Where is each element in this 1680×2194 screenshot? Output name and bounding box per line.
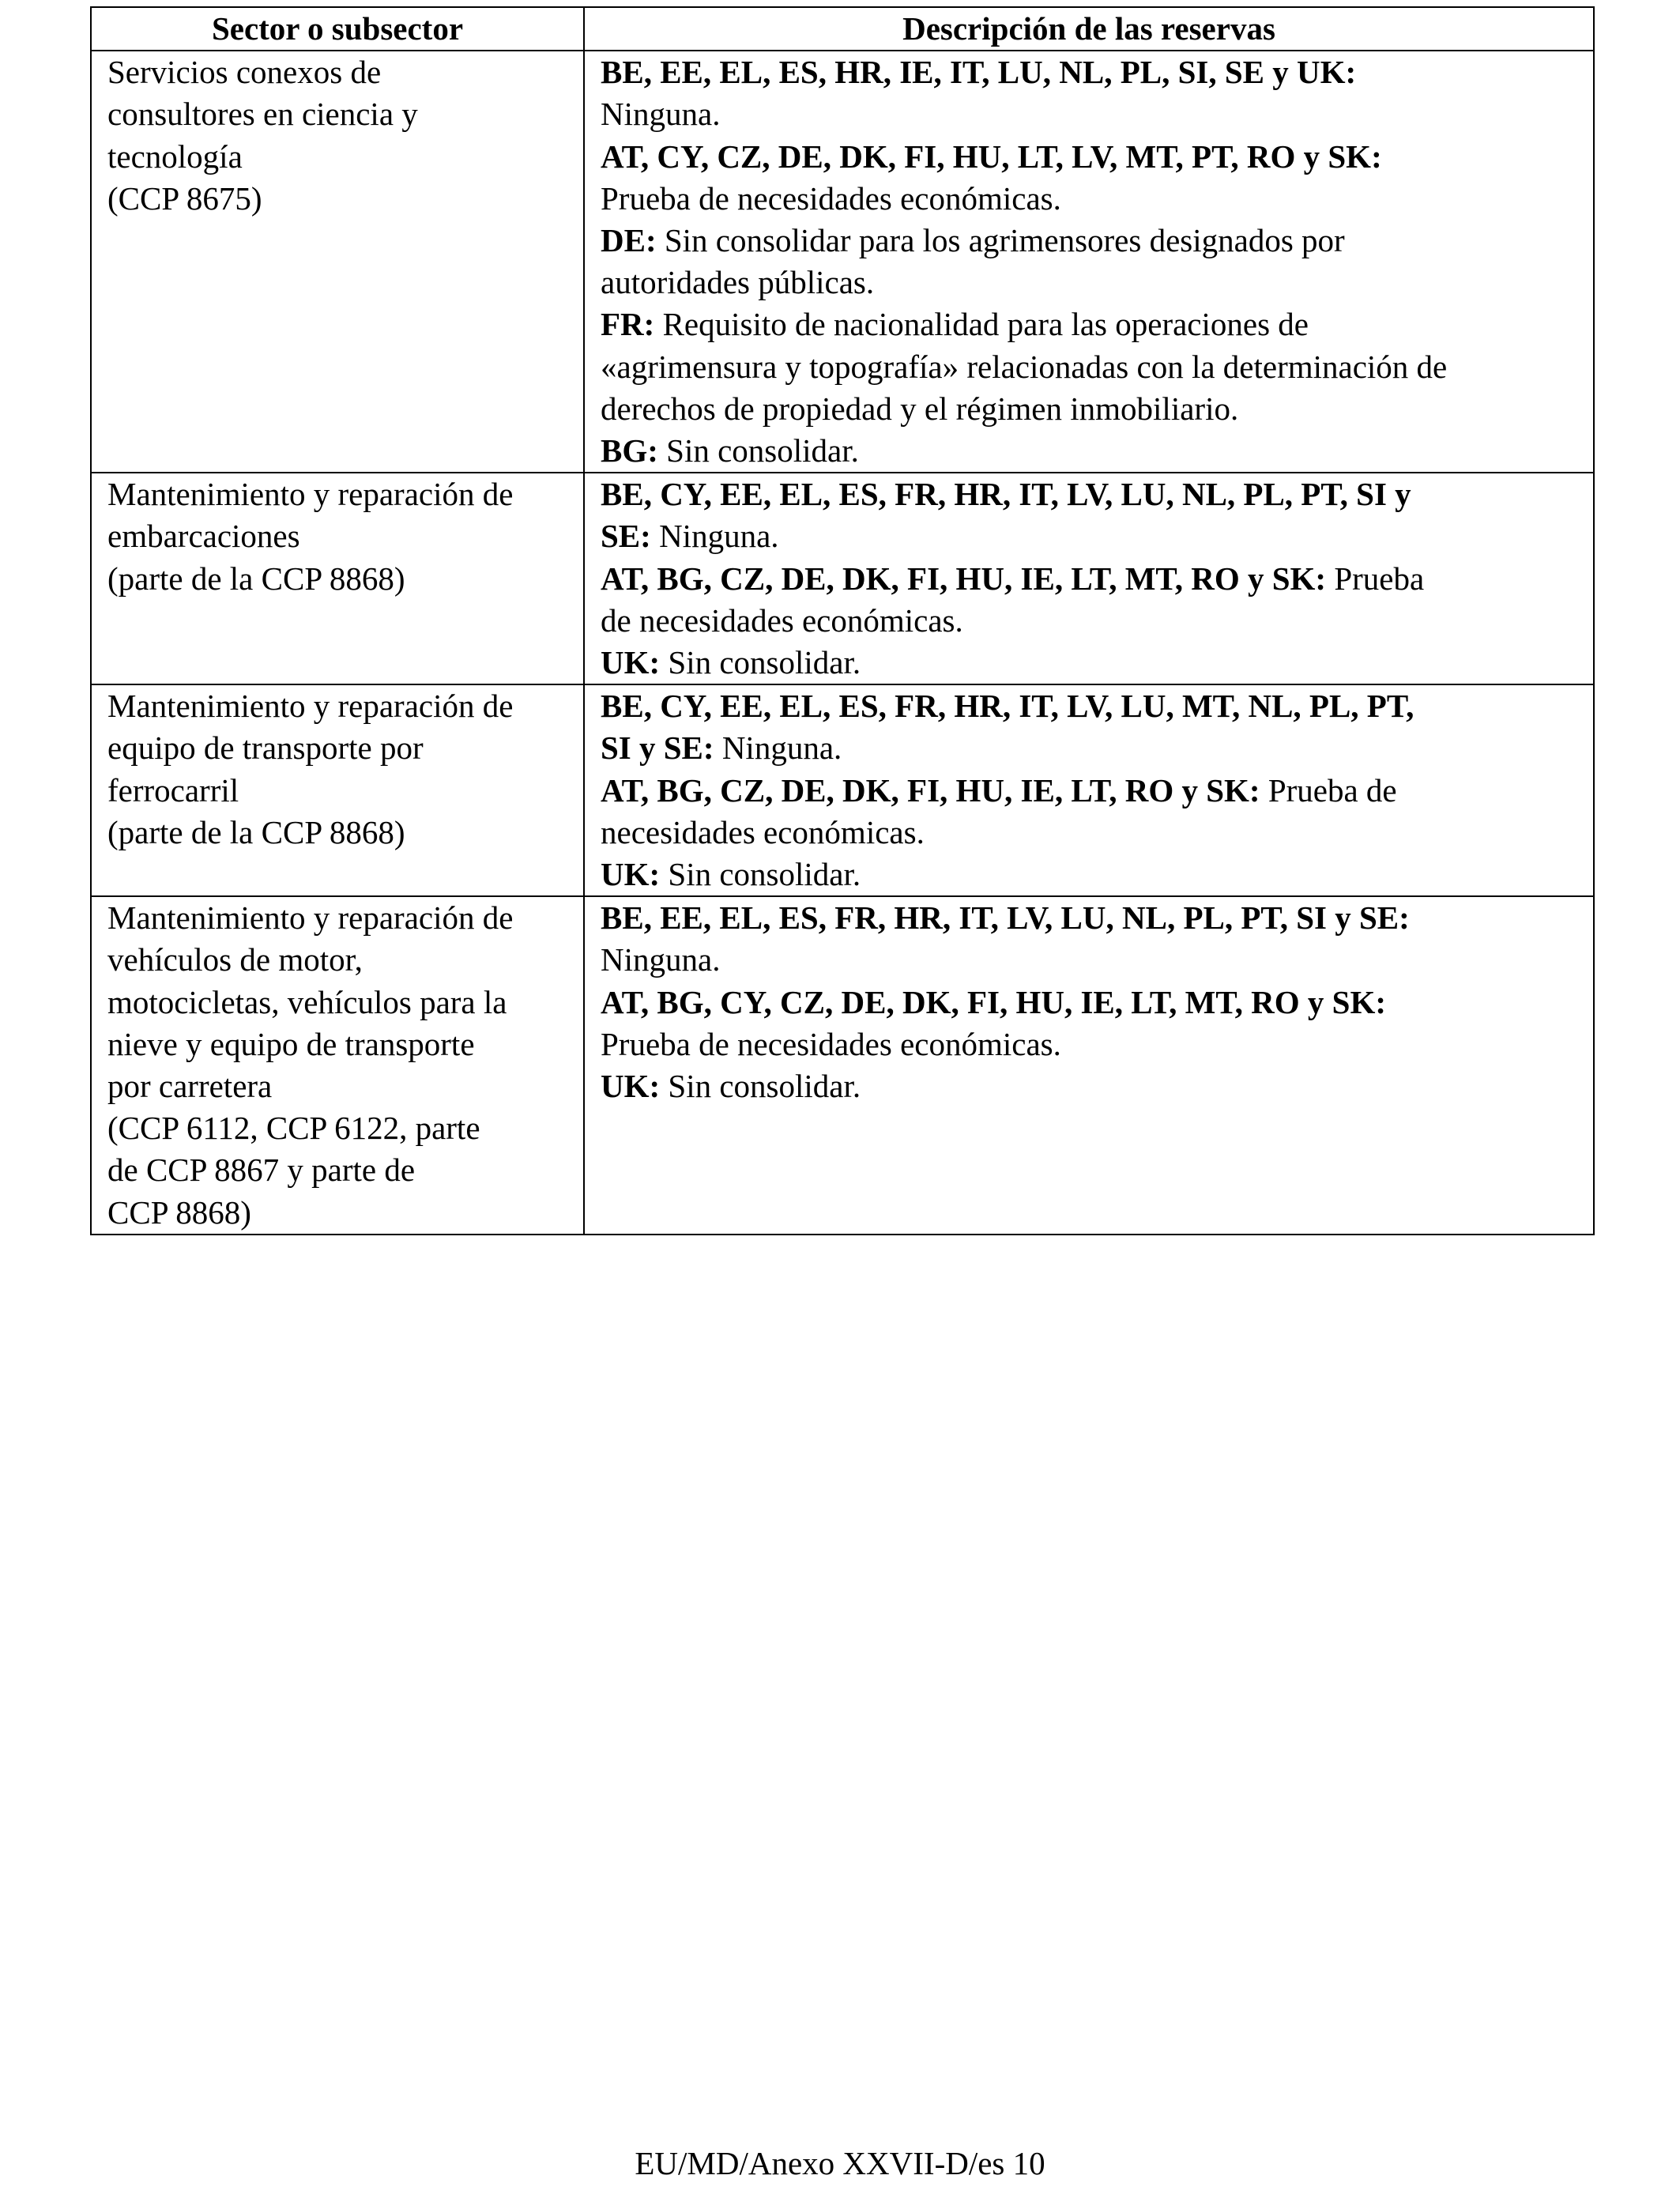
- table-row: [91, 51, 1594, 473]
- country-codes: BE, CY, EE, EL, ES, FR, HR, IT, LV, LU, MT, NL, PL, PT,: [601, 688, 1414, 725]
- sector-line: Mantenimiento y reparación de: [107, 476, 514, 513]
- country-codes: BE, EE, EL, ES, HR, IE, IT, LU, NL, PL, SI, SE y UK:: [601, 54, 1357, 91]
- sector-line: (CCP 8675): [107, 179, 262, 217]
- sector-line: motocicletas, vehículos para la: [107, 983, 507, 1020]
- description-line: [601, 430, 1577, 472]
- description-cell: [584, 473, 1594, 684]
- country-codes: AT, BG, CZ, DE, DK, FI, HU, IE, LT, MT, RO y SK:: [601, 560, 1327, 597]
- description-line: [601, 642, 1577, 684]
- description-text: Prueba: [1326, 560, 1425, 597]
- description-text: Sin consolidar.: [657, 432, 859, 469]
- description-line: [601, 388, 1577, 430]
- description-text: Prueba de: [1260, 771, 1397, 809]
- table-row: [91, 684, 1594, 896]
- description-text: necesidades económicas.: [601, 813, 925, 850]
- sector-line: Servicios conexos de: [107, 54, 382, 91]
- description-line: [601, 178, 1577, 220]
- sector-line: Mantenimiento y reparación de: [107, 899, 514, 937]
- sector-line: ferrocarril: [107, 771, 239, 809]
- table-body: [91, 51, 1594, 1235]
- description-line: [601, 220, 1577, 262]
- sector-line: (parte de la CCP 8868): [107, 560, 405, 597]
- description-line: [601, 1065, 1577, 1107]
- description-line: [601, 303, 1577, 345]
- country-codes: SE:: [601, 518, 651, 555]
- description-text: «agrimensura y topografía» relacionadas con la determinación de: [601, 348, 1448, 385]
- description-text: de necesidades económicas.: [601, 601, 963, 639]
- description-text: Sin consolidar para los agrimensores designados por: [656, 222, 1345, 259]
- sector-line: por carretera: [107, 1068, 273, 1105]
- description-text: Ninguna.: [601, 941, 721, 978]
- description-text: Prueba de necesidades económicas.: [601, 1025, 1061, 1062]
- description-line: [601, 515, 1577, 557]
- table-row: [91, 473, 1594, 684]
- table-header-row: [91, 7, 1594, 51]
- description-line: [601, 93, 1577, 135]
- country-codes: FR:: [601, 306, 655, 343]
- description-line: [601, 136, 1577, 178]
- description-line: [601, 939, 1577, 981]
- description-cell: [584, 51, 1594, 473]
- description-line: [601, 685, 1577, 727]
- country-codes: BE, CY, EE, EL, ES, FR, HR, IT, LV, LU, NL, PL, PT, SI y: [601, 476, 1411, 513]
- description-line: [601, 473, 1577, 515]
- country-codes: AT, BG, CY, CZ, DE, DK, FI, HU, IE, LT, MT, RO y SK:: [601, 983, 1387, 1020]
- country-codes: SI y SE:: [601, 729, 714, 767]
- country-codes: BG:: [601, 432, 658, 469]
- description-text: Ninguna.: [601, 96, 721, 133]
- description-line: [601, 51, 1577, 93]
- sector-cell: [91, 896, 584, 1235]
- country-codes: AT, CY, CZ, DE, DK, FI, HU, LT, LV, MT, PT, RO y SK:: [601, 138, 1382, 175]
- description-text: Sin consolidar.: [660, 856, 861, 893]
- sector-line: CCP 8868): [107, 1193, 251, 1231]
- header-description: Descripción de las reservas: [584, 7, 1594, 51]
- sector-line: equipo de transporte por: [107, 729, 424, 767]
- description-text: Sin consolidar.: [660, 644, 861, 681]
- description-line: [601, 812, 1577, 854]
- sector-line: (CCP 6112, CCP 6122, parte: [107, 1110, 480, 1147]
- description-line: [601, 982, 1577, 1023]
- description-text: Requisito de nacionalidad para las operaciones de: [654, 306, 1309, 343]
- description-text: autoridades públicas.: [601, 264, 875, 301]
- description-text: Ninguna.: [650, 518, 779, 555]
- sector-line: nieve y equipo de transporte: [107, 1025, 475, 1062]
- description-line: [601, 854, 1577, 895]
- description-line: [601, 1023, 1577, 1065]
- description-cell: [584, 684, 1594, 896]
- sector-line: vehículos de motor,: [107, 941, 363, 978]
- sector-line: embarcaciones: [107, 518, 300, 555]
- country-codes: UK:: [601, 644, 661, 681]
- description-text: Ninguna.: [714, 729, 842, 767]
- description-line: [601, 262, 1577, 303]
- description-line: [601, 770, 1577, 812]
- page-footer: EU/MD/Anexo XXVII-D/es 10: [635, 2145, 1045, 2181]
- description-line: [601, 897, 1577, 939]
- description-cell: [584, 896, 1594, 1235]
- sector-cell: [91, 51, 584, 473]
- description-text: Prueba de necesidades económicas.: [601, 179, 1061, 217]
- country-codes: UK:: [601, 1068, 661, 1105]
- sector-line: (parte de la CCP 8868): [107, 813, 405, 850]
- sector-line: consultores en ciencia y: [107, 96, 418, 133]
- sector-cell: [91, 473, 584, 684]
- country-codes: DE:: [601, 222, 657, 259]
- description-line: [601, 727, 1577, 769]
- sector-line: de CCP 8867 y parte de: [107, 1152, 416, 1189]
- header-sector: Sector o subsector: [91, 7, 584, 51]
- country-codes: BE, EE, EL, ES, FR, HR, IT, LV, LU, NL, PL, PT, SI y SE:: [601, 899, 1410, 937]
- description-line: [601, 558, 1577, 600]
- sector-line: Mantenimiento y reparación de: [107, 688, 514, 725]
- country-codes: AT, BG, CZ, DE, DK, FI, HU, IE, LT, RO y SK:: [601, 771, 1260, 809]
- sector-line: tecnología: [107, 138, 243, 175]
- sector-cell: [91, 684, 584, 896]
- reservations-table: [90, 6, 1595, 1235]
- table-row: [91, 896, 1594, 1235]
- description-line: [601, 600, 1577, 642]
- description-line: [601, 346, 1577, 388]
- description-text: derechos de propiedad y el régimen inmobiliario.: [601, 390, 1239, 427]
- country-codes: UK:: [601, 856, 661, 893]
- description-text: Sin consolidar.: [660, 1068, 861, 1105]
